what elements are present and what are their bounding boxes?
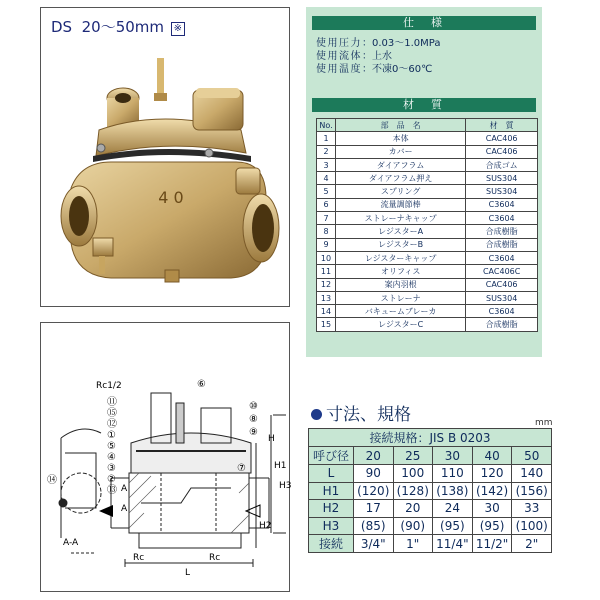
l-label: L xyxy=(185,568,191,578)
dimension-row xyxy=(309,482,552,500)
bullet-icon xyxy=(311,409,322,420)
body-marking: 4 0 xyxy=(158,188,184,207)
dimension-cell: 50 xyxy=(512,447,552,465)
material-row xyxy=(317,145,538,158)
connection-standard: 接続規格：JIS B 0203 xyxy=(309,429,552,447)
material-cell-part: オリフィス xyxy=(336,265,466,278)
product-title xyxy=(51,16,185,37)
material-table xyxy=(316,118,538,332)
callout-10: ⑩ xyxy=(249,401,258,412)
side-view-aa xyxy=(59,429,101,553)
rc12-label: Rc1/2 xyxy=(96,381,122,391)
dimension-cell: 1" xyxy=(393,535,433,553)
material-cell-no: 8 xyxy=(317,225,336,238)
dimension-row-label: L xyxy=(309,465,354,483)
dimension-cell: 100 xyxy=(393,465,433,483)
material-cell-part: 案内羽根 xyxy=(336,278,466,291)
material-cell-material: C3604 xyxy=(466,305,538,318)
dimension-cell: 40 xyxy=(472,447,512,465)
size-range: 20～50mm xyxy=(81,18,165,36)
spec-header: 仕 様 xyxy=(312,16,536,30)
h3-label: H3 xyxy=(279,481,292,491)
material-cell-part: ストレーナキャップ xyxy=(336,212,466,225)
dimension-cell: (85) xyxy=(354,517,394,535)
dimension-cell: 25 xyxy=(393,447,433,465)
dimension-cell: 33 xyxy=(512,500,552,518)
material-cell-material: 合成樹脂 xyxy=(466,225,538,238)
material-cell-part: 本体 xyxy=(336,132,466,145)
material-cell-no: 15 xyxy=(317,318,336,331)
material-row xyxy=(317,251,538,264)
dimensions-title: 寸法、規格 xyxy=(311,400,411,425)
callout-8: ⑧ xyxy=(249,414,258,425)
material-cell-no: 2 xyxy=(317,145,336,158)
callout-12: ⑫ xyxy=(107,419,117,430)
dimensions-table xyxy=(308,428,552,553)
dimension-cell: 3/4" xyxy=(354,535,394,553)
material-cell-material: C3604 xyxy=(466,251,538,264)
unit-label: mm xyxy=(535,418,553,428)
spec-panel xyxy=(306,7,542,357)
dimension-cell: (128) xyxy=(393,482,433,500)
material-row xyxy=(317,225,538,238)
material-cell-no: 12 xyxy=(317,278,336,291)
spec-line: 使用温度：不凍0～60℃ xyxy=(316,64,433,75)
dimension-cell: (142) xyxy=(472,482,512,500)
material-cell-material: CAC406 xyxy=(466,132,538,145)
product-photo-panel xyxy=(40,7,290,307)
rc-right-label: Rc xyxy=(209,553,221,563)
material-row xyxy=(317,238,538,251)
material-cell-no: 1 xyxy=(317,132,336,145)
dimension-cell: 120 xyxy=(472,465,512,483)
dimension-cell: 30 xyxy=(433,447,473,465)
model-name: DS xyxy=(51,18,73,36)
a-label-2: A xyxy=(121,504,128,514)
material-cell-part: ダイアフラム押え xyxy=(336,172,466,185)
material-cell-material: CAC406 xyxy=(466,278,538,291)
h1-label: H1 xyxy=(274,461,287,471)
dimension-cell: (156) xyxy=(512,482,552,500)
material-cell-no: 4 xyxy=(317,172,336,185)
callout-13: ⑬ xyxy=(107,485,117,496)
material-cell-material: SUS304 xyxy=(466,185,538,198)
callout-7: ⑦ xyxy=(237,463,246,474)
material-cell-material: SUS304 xyxy=(466,172,538,185)
dimension-row xyxy=(309,500,552,518)
material-cell-part: スプリング xyxy=(336,185,466,198)
material-row xyxy=(317,305,538,318)
material-cell-part: レジスターA xyxy=(336,225,466,238)
dimension-row xyxy=(309,447,552,465)
cross-section-drawing-panel xyxy=(40,322,290,592)
cross-section-drawing xyxy=(41,323,292,591)
material-cell-material: CAC406C xyxy=(466,265,538,278)
material-row xyxy=(317,185,538,198)
spec-lines xyxy=(316,37,441,76)
dimension-cell: (90) xyxy=(393,517,433,535)
dimension-row-label: H1 xyxy=(309,482,354,500)
material-cell-no: 10 xyxy=(317,251,336,264)
material-cell-material: 合成樹脂 xyxy=(466,238,538,251)
callout-6: ⑥ xyxy=(197,379,206,390)
note-mark: ※ xyxy=(171,22,185,36)
spec-line: 使用流体：上水 xyxy=(316,51,392,62)
dimension-cell: 11/2" xyxy=(472,535,512,553)
dimension-cell: 20 xyxy=(393,500,433,518)
material-cell-material: 合成樹脂 xyxy=(466,318,538,331)
material-row xyxy=(317,212,538,225)
material-cell-material: 合成ゴム xyxy=(466,158,538,171)
valve-photo xyxy=(41,38,289,304)
dimension-cell: 90 xyxy=(354,465,394,483)
h-label: H xyxy=(268,434,275,444)
material-cell-no: 14 xyxy=(317,305,336,318)
material-row xyxy=(317,291,538,304)
dimension-row-label: H2 xyxy=(309,500,354,518)
callout-1: ① xyxy=(107,430,116,441)
material-cell-part: レジスターC xyxy=(336,318,466,331)
dimension-row-label: 接続 xyxy=(309,535,354,553)
connection-standard-row xyxy=(309,429,552,447)
rc-left-label: Rc xyxy=(133,553,145,563)
material-cell-no: 13 xyxy=(317,291,336,304)
dimension-cell: 140 xyxy=(512,465,552,483)
material-row xyxy=(317,132,538,145)
dimension-cell: 30 xyxy=(472,500,512,518)
material-header: 材 質 xyxy=(312,98,536,112)
dimension-cell: (138) xyxy=(433,482,473,500)
material-cell-no: 6 xyxy=(317,198,336,211)
material-cell-part: レジスターキャップ xyxy=(336,251,466,264)
material-cell-material: SUS304 xyxy=(466,291,538,304)
material-table-body xyxy=(317,132,538,331)
dimension-cell: (120) xyxy=(354,482,394,500)
dimension-row-label: 呼び径 xyxy=(309,447,354,465)
material-cell-material: CAC406 xyxy=(466,145,538,158)
material-cell-part: レジスターB xyxy=(336,238,466,251)
callout-11: ⑪ xyxy=(107,397,117,408)
material-row xyxy=(317,318,538,331)
material-cell-no: 3 xyxy=(317,158,336,171)
material-cell-part: カバー xyxy=(336,145,466,158)
material-cell-no: 9 xyxy=(317,238,336,251)
material-cell-no: 5 xyxy=(317,185,336,198)
material-cell-no: 7 xyxy=(317,212,336,225)
callout-3: ③ xyxy=(107,463,116,474)
material-cell-part: 流量調節棒 xyxy=(336,198,466,211)
material-row xyxy=(317,198,538,211)
dimension-row xyxy=(309,465,552,483)
dimension-cell: 11/4" xyxy=(433,535,473,553)
material-cell-no: 11 xyxy=(317,265,336,278)
material-row xyxy=(317,172,538,185)
dimension-cell: 2" xyxy=(512,535,552,553)
callout-5: ⑤ xyxy=(107,441,116,452)
callout-2: ② xyxy=(107,474,116,485)
main-section xyxy=(111,393,286,567)
material-cell-part: ストレーナ xyxy=(336,291,466,304)
material-cell-material: C3604 xyxy=(466,212,538,225)
material-cell-material: C3604 xyxy=(466,198,538,211)
dimension-row-label: H3 xyxy=(309,517,354,535)
material-row xyxy=(317,265,538,278)
dimension-cell: (95) xyxy=(433,517,473,535)
spec-line: 使用圧力：0.03～1.0MPa xyxy=(316,38,441,49)
callout-15: ⑮ xyxy=(107,408,117,419)
aa-label: A-A xyxy=(63,538,79,548)
dimension-row xyxy=(309,517,552,535)
material-cell-part: ダイアフラム xyxy=(336,158,466,171)
dimension-cell: 24 xyxy=(433,500,473,518)
h2-label: H2 xyxy=(259,521,272,531)
material-row xyxy=(317,278,538,291)
callout-9: ⑨ xyxy=(249,427,258,438)
callout-14: ⑭ xyxy=(47,475,57,486)
a-label-1: A xyxy=(121,484,128,494)
material-table-header: No. 部 品 名 材 質 xyxy=(317,119,538,132)
dimension-cell: (100) xyxy=(512,517,552,535)
material-row xyxy=(317,158,538,171)
dimension-row xyxy=(309,535,552,553)
dimension-cell: 110 xyxy=(433,465,473,483)
callout-4: ④ xyxy=(107,452,116,463)
dimension-cell: (95) xyxy=(472,517,512,535)
dimension-cell: 17 xyxy=(354,500,394,518)
material-cell-part: バキュームブレーカ xyxy=(336,305,466,318)
dimension-cell: 20 xyxy=(354,447,394,465)
